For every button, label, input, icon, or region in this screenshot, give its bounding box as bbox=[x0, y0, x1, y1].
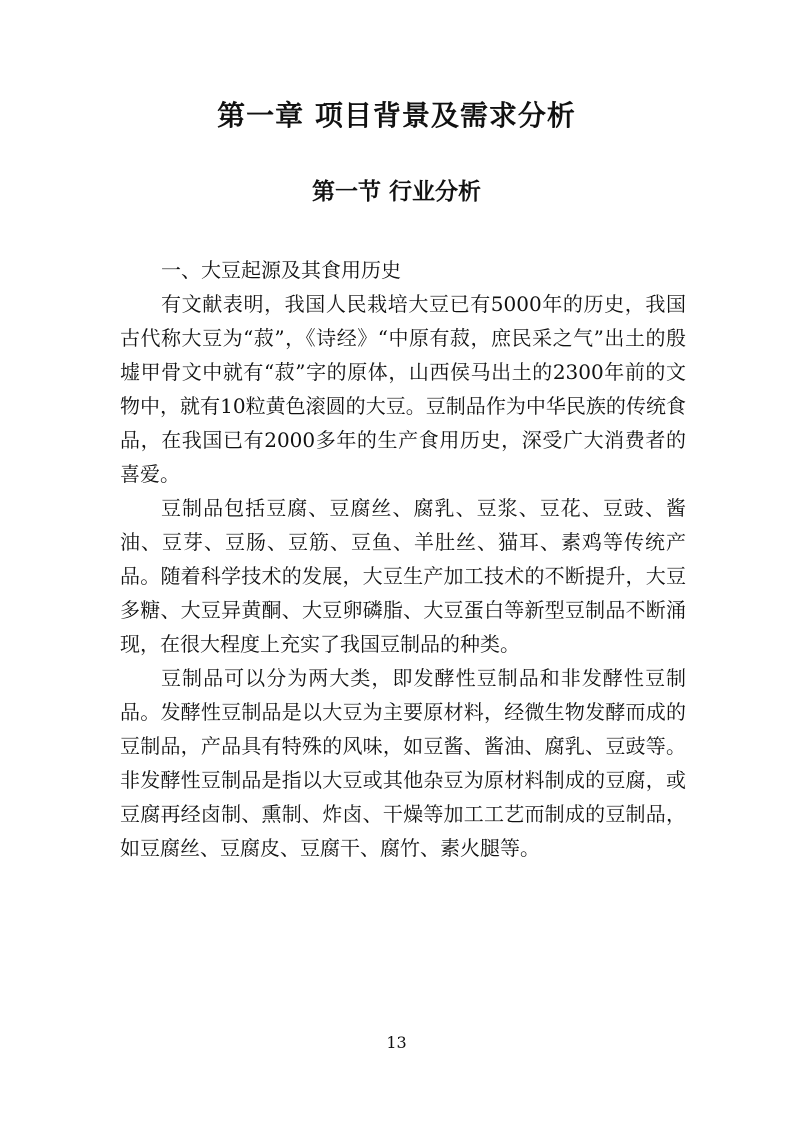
body-paragraph: 豆制品可以分为两大类，即发酵性豆制品和非发酵性豆制品。发酵性豆制品是以大豆为主要原材料，经微生物发酵而成的豆制品，产品具有特殊的风味，如豆酱、酱油、腐乳、豆豉等。非发酵性豆制品是指以大豆或其他杂豆为原材料制成的豆腐，或豆腐再经卤制、熏制、炸卤、干燥等加工工艺而制成的豆制品，如豆腐丝、豆腐皮、豆腐干、腐竹、素火腿等。 bbox=[120, 666, 686, 860]
body-paragraph: 有文献表明，我国人民栽培大豆已有5000年的历史，我国古代称大豆为“菽”，《诗经》“中原有菽，庶民采之气”出土的殷墟甲骨文中就有“菽”字的原体，山西侯马出土的2300年前的文物中，就有10粒黄色滚圆的大豆。豆制品作为中华民族的传统食品，在我国已有2000多年的生产食用历史，深受广大消费者的喜爱。 bbox=[120, 292, 686, 486]
chapter-title: 第一章 项目背景及需求分析 bbox=[217, 99, 576, 132]
page-number: 13 bbox=[386, 1033, 407, 1052]
section-title: 第一节 行业分析 bbox=[311, 178, 481, 205]
body-text bbox=[120, 253, 686, 865]
body-paragraph: 豆制品包括豆腐、豆腐丝、腐乳、豆浆、豆花、豆豉、酱油、豆芽、豆肠、豆筋、豆鱼、羊肚丝、猫耳、素鸡等传统产品。随着科学技术的发展，大豆生产加工技术的不断提升，大豆多糖、大豆异黄酮、大豆卵磷脂、大豆蛋白等新型豆制品不断涌现，在很大程度上充实了我国豆制品的种类。 bbox=[120, 496, 686, 656]
subheading-paragraph: 一、大豆起源及其食用历史 bbox=[161, 258, 401, 282]
